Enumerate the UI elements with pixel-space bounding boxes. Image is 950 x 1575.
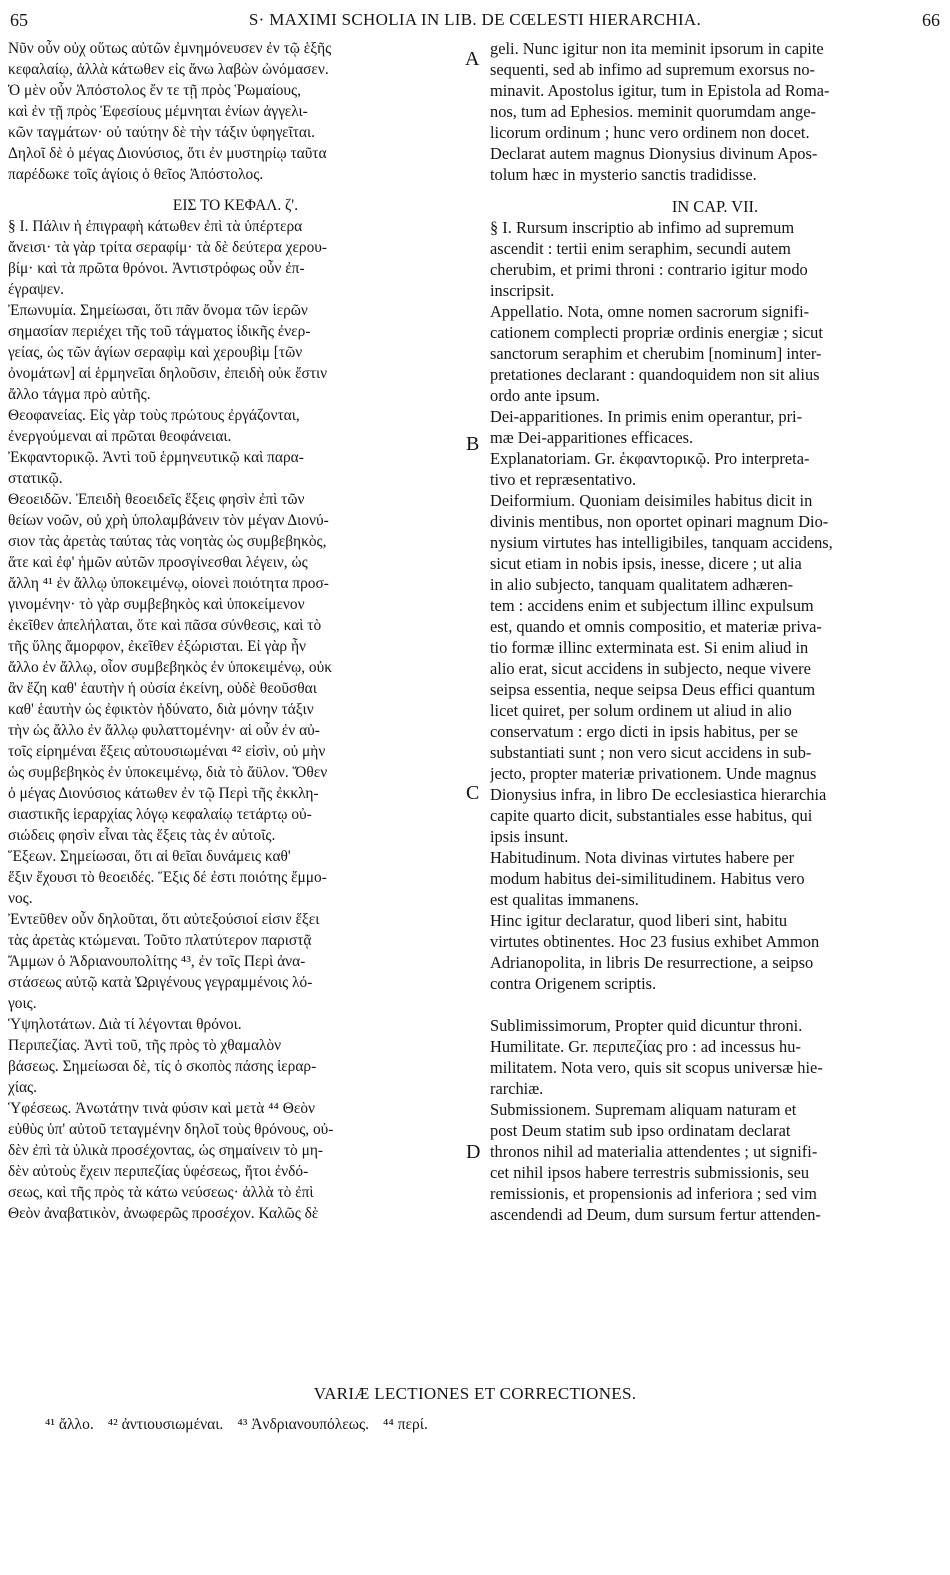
- text-line: Ἐπωνυμία. Σημείωσαι, ὅτι πᾶν ὄνομα τῶν ἱερῶν: [8, 302, 308, 319]
- text-line: στάσεως αὐτῷ κατὰ Ὠριγένους γεγραμμένοις λό-: [8, 974, 313, 991]
- text-line: ἄλλη ⁴¹ ἐν ἄλλῳ ὑποκειμένῳ, οἱονεὶ ποιότητα προσ-: [8, 575, 329, 592]
- text-line: in alio subjecto, tanquam qualitatem adhæren-: [490, 575, 794, 594]
- text-line: cet nihil ipsos habere terrestris submissionis, seu: [490, 1163, 810, 1182]
- text-line: ἄλλο τάγμα πρὸ αὐτῆς.: [8, 386, 151, 403]
- text-line: στατικῷ.: [8, 470, 63, 487]
- text-line: χίας.: [8, 1079, 37, 1096]
- text-line: βίμ· καὶ τὰ πρῶτα θρόνοι. Ἀντιστρόφως οὖν ἐπ-: [8, 260, 305, 277]
- text-line: capite quarto dicit, substantiales esse habitus, qui: [490, 806, 813, 825]
- text-line: inscripsit.: [490, 281, 555, 300]
- text-line: nos, tum ad Ephesios. meminit quorumdam ange-: [490, 102, 816, 121]
- text-line: γείας, ὡς τῶν ἁγίων σεραφὶμ καὶ χερουβὶμ [τῶν: [8, 344, 303, 361]
- running-header: [10, 10, 940, 36]
- text-line: Ὑψηλοτάτων. Διὰ τί λέγονται θρόνοι.: [8, 1016, 242, 1033]
- text-line: ordo ante ipsum.: [490, 386, 600, 405]
- margin-letter-b: B: [466, 433, 480, 455]
- text-line: § I. Rursum inscriptio ab infimo ad supremum: [490, 218, 795, 237]
- text-line: licet quiret, per solum ordinem ut aliud in alio: [490, 701, 792, 720]
- text-line: Δηλοῖ δὲ ὁ μέγας Διονύσιος, ὅτι ἐν μυστηρίῳ ταῦτα: [8, 145, 327, 162]
- text-line: sanctorum seraphim et cherubim [nominum] inter-: [490, 344, 822, 363]
- text-line: Deiformium. Quoniam deisimiles habitus dicit in: [490, 491, 813, 510]
- text-line: σεως, καὶ τῆς πρὸς τὰ κάτω νεύσεως· ἀλλὰ τὸ ἐπὶ: [8, 1184, 314, 1201]
- text-line: Declarat autem magnus Dionysius divinum Apos-: [490, 144, 818, 163]
- text-line: Θεοφανείας. Εἰς γὰρ τοὺς πρώτους ἐργάζονται,: [8, 407, 300, 424]
- text-line: ὀνομάτων] αἱ ἑρμηνεῖαι δηλοῦσιν, ἐπειδὴ οὐκ ἔστιν: [8, 365, 328, 382]
- text-line: nysium virtutes has intelligibiles, tanquam accidens,: [490, 533, 833, 552]
- text-line: έγραψεν.: [8, 281, 64, 298]
- text-line: σιώδεις φησὶν εἶναι τὰς ἕξεις τὰς ἐν αὐτοῖς.: [8, 827, 276, 844]
- text-line: τῆς ὕλης ἄμορφον, ἐκεῖθεν ἐξώρισται. Εἰ γὰρ ἦν: [8, 638, 306, 655]
- page-number-right: 66: [922, 10, 940, 30]
- text-line: tem : accidens enim et subjectum illinc expulsum: [490, 596, 814, 615]
- text-line: τὴν ὡς ἄλλο ἐν ἄλλῳ φυλαττομένην· αἱ οὖν ἐν αὐ-: [8, 722, 320, 739]
- text-line: remissionis, et propensionis ad inferiora ; sed vim: [490, 1184, 817, 1203]
- text-line: Habitudinum. Nota divinas virtutes habere per: [490, 848, 795, 867]
- text-line: Explanatoriam. Gr. ἐκφαντορικῷ. Pro interpreta-: [490, 449, 810, 468]
- text-line: [490, 994, 940, 1015]
- text-line: τοῖς εἰρημέναι ἕξεις αὐτουσιωμέναι ⁴² εἰσὶν, οὐ μὴν: [8, 743, 326, 760]
- text-line: divinis mentibus, non oportet opinari magnum Dio-: [490, 512, 829, 531]
- text-line: tivo et repræsentativo.: [490, 470, 637, 489]
- text-line: ἕξιν ἔχουσι τὸ θεοειδές. Ἕξις δέ ἐστι ποιότης ἔμμο-: [8, 869, 327, 886]
- text-line: est, quando et omnis compositio, et materiæ priva-: [490, 617, 822, 636]
- text-line: minavit. Apostolus igitur, tum in Epistola ad Roma-: [490, 81, 830, 100]
- text-line: seipsa essentia, neque seipsa Deus effici quantum: [490, 680, 816, 699]
- text-line: Ἄμμων ὁ Ἀδριανουπολίτης ⁴³, ἐν τοῖς Περὶ ἀνα-: [8, 953, 306, 970]
- text-line: sequenti, sed ab infimo ad supremum exorsus no-: [490, 60, 816, 79]
- text-line: ipsis insunt.: [490, 827, 569, 846]
- text-line: Submissionem. Supremam aliquam naturam et: [490, 1100, 797, 1119]
- text-line: Hinc igitur declaratur, quod liberi sint, habitu: [490, 911, 788, 930]
- text-line: κῶν ταγμάτων· οὐ ταύτην δὲ τὴν τάξιν ὑφηγεῖται.: [8, 124, 315, 141]
- text-line: Θεοειδῶν. Ἐπειδὴ θεοειδεῖς ἕξεις φησὶν ἐπὶ τῶν: [8, 491, 305, 508]
- text-line: tolum hæc in mysterio sanctis tradidisse.: [490, 165, 757, 184]
- text-line: ὡς συμβεβηκὸς ἐν ὑποκειμένῳ, διὰ τὸ ἄϋλον. Ὅθεν: [8, 764, 328, 781]
- variant-note: ⁴¹ ἄλλο.: [45, 1416, 94, 1433]
- text-line: παρέδωκε τοῖς ἁγίοις ὁ θεῖος Ἀπόστολος.: [8, 166, 264, 183]
- text-line: Ἕξεων. Σημείωσαι, ὅτι αἱ θεῖαι δυνάμεις καθ': [8, 848, 291, 865]
- text-line: ὁ μέγας Διονύσιος κάτωθεν ἐν τῷ Περὶ τῆς ἐκκλη-: [8, 785, 319, 802]
- text-line: εὐθὺς ὑπ' αὐτοῦ τεταγμένην δηλοῖ τοὺς θρόνους, οὐ-: [8, 1121, 334, 1138]
- text-line: καὶ ἐν τῇ πρὸς Ἐφεσίους μέμνηται ἐνίων ἀγγελι-: [8, 103, 308, 120]
- text-line: Dei-apparitiones. In primis enim operantur, pri-: [490, 407, 803, 426]
- text-line: thronos nihil ad materialia attendentes ; ut signifi-: [490, 1142, 818, 1161]
- text-line: ἄλλο ἐν ἄλλῳ, οἷον συμβεβηκὸς ἐν ὑποκειμένῳ, οὐκ: [8, 659, 332, 676]
- text-line: licorum ordinum ; hunc vero ordinem non docet.: [490, 123, 810, 142]
- text-line: alio erat, sicut accidens in subjecto, neque vivere: [490, 659, 811, 678]
- variae-lectiones-heading: VARIÆ LECTIONES ET CORRECTIONES.: [313, 1384, 637, 1403]
- margin-letter-c: C: [466, 782, 480, 804]
- margin-letter-a: A: [465, 48, 480, 70]
- text-line: sicut etiam in nobis ipsis, inesse, dicere ; ut alia: [490, 554, 802, 573]
- variant-note: ⁴² ἀντιουσιωμέναι.: [107, 1416, 224, 1433]
- text-line: Adrianopolita, in libris De resurrectione, a seipso: [490, 953, 814, 972]
- text-line: Ὁ μὲν οὖν Ἀπόστολος ἔν τε τῇ πρὸς Ῥωμαίους,: [8, 82, 301, 99]
- text-line: geli. Nunc igitur non ita meminit ipsorum in capite: [490, 39, 824, 58]
- text-line: νος.: [8, 890, 33, 907]
- text-line: militatem. Nota vero, quis sit scopus universæ hie-: [490, 1058, 823, 1077]
- text-line: est qualitas immanens.: [490, 890, 639, 909]
- text-line: virtutes obtinentes. Hoc 23 fusius exhibet Ammon: [490, 932, 820, 951]
- text-line: γινομένην· τὸ γὰρ συμβεβηκὸς καὶ ὑποκείμενον: [8, 596, 305, 613]
- text-line: ascendendi ad Deum, dum sursum fertur attenden-: [490, 1205, 821, 1224]
- text-line: rarchiæ.: [490, 1079, 544, 1098]
- text-line: σημασίαν περιέχει τῆς τοῦ τάγματος ἰδικῆς ἐνερ-: [8, 323, 311, 340]
- text-line: ἂν ἔζη καθ' ἑαυτὴν ἡ οὐσία ἐκείνη, οὐδὲ θεοῦσθαι: [8, 680, 317, 697]
- text-line: Appellatio. Nota, omne nomen sacrorum signifi-: [490, 302, 810, 321]
- text-line: ascendit : tertii enim seraphim, secundi autem: [490, 239, 791, 258]
- text-line: post Deum statim sub ipso ordinatam declarat: [490, 1121, 791, 1140]
- text-line: substantiati sunt ; non vero sicut accidens in sub-: [490, 743, 812, 762]
- text-line: σιαστικῆς ἱεραρχίας λόγῳ κεφαλαίῳ τετάρτῳ οὐ-: [8, 806, 312, 823]
- text-line: Sublimissimorum, Propter quid dicuntur throni.: [490, 1016, 803, 1035]
- text-line: Περιπεζίας. Ἀντὶ τοῦ, τῆς πρὸς τὸ χθαμαλὸν: [8, 1037, 282, 1054]
- text-line: contra Origenem scriptis.: [490, 974, 657, 993]
- text-line: καθ' ἑαυτὴν ὡς ἐφικτὸν ἠδύνατο, διὰ μόνην τάξιν: [8, 701, 314, 718]
- text-line: jecto, propter materiæ privationem. Unde magnus: [490, 764, 817, 783]
- margin-letter-d: D: [466, 1141, 481, 1163]
- variae-lectiones-notes: [45, 1416, 905, 1434]
- text-line: Ὑφέσεως. Ἀνωτάτην τινὰ φύσιν καὶ μετὰ ⁴⁴ Θεὸν: [8, 1100, 315, 1117]
- text-line: Θεὸν ἀναβατικὸν, ἀνωφερῶς προσέχον. Καλῶς δὲ: [8, 1205, 319, 1222]
- text-line: ἐκεῖθεν ἀπελήλαται, ὅτε καὶ πᾶσα σύνθεσις, καὶ τὸ: [8, 617, 322, 634]
- text-line: Dionysius infra, in libro De ecclesiastica hierarchia: [490, 785, 827, 804]
- text-line: ἄνεισι· τὰ γὰρ τρίτα σεραφίμ· τὰ δὲ δεύτερα χερου-: [8, 239, 328, 256]
- text-line: conservatum : ergo dicti in ipsis habitus, per se: [490, 722, 798, 741]
- running-title: S· MAXIMI SCHOLIA IN LIB. DE CŒLESTI HIERARCHIA.: [248, 10, 702, 29]
- text-line: cationem complecti propriæ ordinis energiæ ; sicut: [490, 323, 823, 342]
- text-line: cherubim, et primi throni : contrario igitur modo: [490, 260, 808, 279]
- text-line: Humilitate. Gr. περιπεζίας pro : ad incessus hu-: [490, 1037, 801, 1056]
- text-line: θείων νοῶν, οὐ χρὴ ὑπολαμβάνειν τὸν μέγαν Διονύ-: [8, 512, 329, 529]
- text-line: ἅτε καὶ ἐφ' ἡμῶν αὐτῶν προσγίνεσθαι λέγειν, ὡς: [8, 554, 308, 571]
- text-line: § I. Πάλιν ἡ ἐπιγραφὴ κάτωθεν ἐπὶ τὰ ὑπέρτερα: [8, 218, 303, 235]
- text-line: τὰς ἀρετὰς κτώμεναι. Τοῦτο πλατύτερον παριστᾷ: [8, 932, 312, 949]
- text-line: Ἐκφαντορικῷ. Ἀντὶ τοῦ ἑρμηνευτικῷ καὶ παρα-: [8, 449, 304, 466]
- greek-text-column: [8, 38, 463, 1224]
- text-line: mæ Dei-apparitiones efficaces.: [490, 428, 694, 447]
- variant-note: ⁴³ Ἀνδριανουπόλεως.: [237, 1416, 370, 1433]
- variant-note: ⁴⁴ περί.: [383, 1416, 428, 1433]
- text-line: pretationes declarant : quandoquidem non sit alius: [490, 365, 820, 384]
- text-line: δὲν ἐπὶ τὰ ὑλικὰ προσέχοντας, ὡς σημαίνειν τὸ μη-: [8, 1142, 324, 1159]
- text-line: Ἐντεῦθεν οὖν δηλοῦται, ὅτι αὐτεξούσιοί εἰσιν ἕξει: [8, 911, 320, 928]
- text-line: βάσεως. Σημείωσαι δὲ, τίς ὁ σκοπὸς πάσης ἱεραρ-: [8, 1058, 317, 1075]
- text-line: modum habitus dei-similitudinem. Habitus vero: [490, 869, 805, 888]
- page-number-left: 65: [10, 10, 28, 30]
- latin-text-column: [490, 38, 940, 1225]
- text-line: γοις.: [8, 995, 37, 1012]
- text-line: Νῦν οὖν οὐχ οὕτως αὐτῶν ἐμνημόνευσεν ἐν τῷ ἑξῆς: [8, 40, 332, 57]
- text-line: tio formæ illinc exterminata est. Si enim aliud in: [490, 638, 809, 657]
- text-line: κεφαλαίῳ, ἀλλὰ κάτωθεν εἰς ἄνω λαβὼν ὠνόμασεν.: [8, 61, 329, 78]
- text-line: δὲν αὐτοὺς ἔχειν περιπεζίας ὑφέσεως, ἤτοι ἐνδό-: [8, 1163, 309, 1180]
- text-line: σιον τὰς ἀρετὰς ταύτας τὰς νοητὰς ὡς συμβεβηκὸς,: [8, 533, 327, 550]
- text-line: ἐνεργούμεναι αἱ πρῶται θεοφάνειαι.: [8, 428, 232, 445]
- text-line: IN CAP. VII.: [671, 197, 759, 216]
- text-line: ΕΙΣ ΤΟ ΚΕΦΑΛ. ζ'.: [172, 197, 299, 214]
